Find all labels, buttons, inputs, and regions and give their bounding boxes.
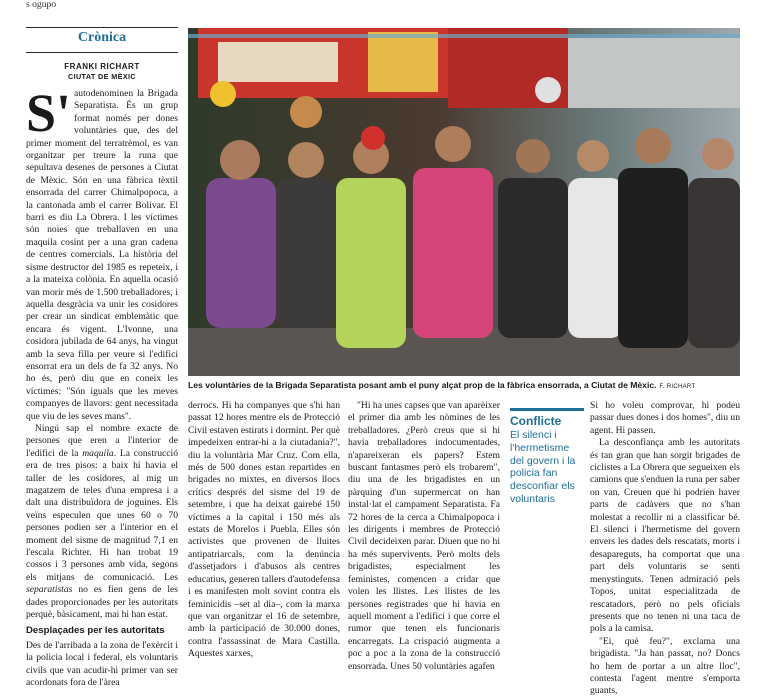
col2-paragraph: derrocs. Hi ha companyes que s'hi han passat 12 hores mentre els de Protecció Civil estaven estirats i dormint. Per què impedeixen entrar-hi a la ciutadania?", diu la voluntària Mar Cruz. Com ella, més de 500 dones estan repartides en brigades no mixtes, en diversos llocs crítics després del sisme del 19 de setembre, i que ha deixat gairebé 150 víctimes a la capital i 150 més als estats de Morelos i Puebla. Elles són activistes que provenen de lluites antipatriarcals, com la denúncia d'assetjadors i d'abusos als centres educatius, generen tallers d'autodefensa i es manifesten molt sovint contra els feminicidis –set al dia–, com la marxa que van organitzar el 16 de setembre, amb la participació de 30.000 dones, contra l'assassinat de Mara Castilla. Aquestes xarxes, xyxy=(188,400,340,660)
lead-paragraph xyxy=(26,83,178,423)
p2-text-a: Ningú sap el nombre exacte de persones que eren a l'interior de l'edifici de la xyxy=(26,422,178,459)
section-kicker: Crònica xyxy=(77,30,127,45)
column-2 xyxy=(188,400,340,660)
col3-paragraph: "Hi ha unes capses que van aparèixer el primer dia amb les nòmines de les treballadores. ¿Però creus que si hi havia treballadores indocumentades, n'apareixeran els papers? Estem buscant fantasmes però els trobarem", diu una de les brigadistes en un pàrquing d'un supermercat on han instal·lat el campament Separatista. Fa 72 hores de la cerca a Chimalpopoca i les dirigents i membres de Protecció Civil decideixen parar. Diuen que no hi ha més supervivents. Però molts dels brigadistes, especialment les feministes, comencen a cridar que volen les llistes. Les llistes de les persones registrades que hi havia en aquell moment a l'edifici i que corre el rumor que tenen els funcionaris encarregats. La crispació augmenta a poc a poc a la zona de la construcció ensorrada. Unes 50 voluntàries agafen xyxy=(348,400,500,672)
lead-text: autodenominen la Brigada Separatista. És un grup format només per dones voluntàries que, des del primer moment del terratrèmol, es van organitzar per treure la runa que sepultava desenes de persones a Ciutat de Mèxic. Són en una fàbrica tèxtil ensorrada del carrer Chimalpopoca, a la cantonada amb el carrer Bolívar. El barri es diu La Obrera. I les víctimes són noies que treballaven en una maquila cosint per a una gran cadena de centres comercials. La història del sisme destructor del 1985 es repeteix, i a la mateixa colònia. En aquella ocasió van morir més de 1.500 treballadores, i aquella desgràcia va unir les cosidores per crear un sindicat emblemàtic que encara és vigent. L'Ivonne, una cosidora jubilada de 64 anys, ha vingut amb la seva filla per veure si l'edifici ensorrat era un dels de fa 32 anys. No ho és, però diu que en coneix les víctimes: "Són iguals que les meves companyes de llavors: gent necessitada que viu de les seves mans". xyxy=(26,88,178,422)
dateline-location: CIUTAT DE MÈXIC xyxy=(67,72,137,81)
author-name: FRANKI RICHART xyxy=(64,62,140,71)
header-rule-bottom xyxy=(26,52,178,53)
col4-paragraph-1: Si ho voleu comprovar, hi podeu passar dues dones i dos homes", diu un agent. Hi passen. xyxy=(590,400,740,436)
p2-text-c: no es fien gens de les dades proporcionades per les autoritats perquè, bàsicament, mai hi han estat. xyxy=(26,584,178,621)
column-1 xyxy=(26,83,178,689)
article-photo xyxy=(188,28,740,376)
p2-italic-a: maquila xyxy=(82,447,114,459)
header-rule-top xyxy=(26,27,178,28)
photo-credit: F. RICHART xyxy=(659,384,696,390)
col4-paragraph-2: La desconfiança amb les autoritats és tan gran que han sorgit brigades de ciclistes a La Obrera que segueixen els camions que s'enduen la runa per saber on van. Creuen que hi podrien haver parts de cadàvers que no s'han molestat a recollir ni a classificar bé. El silenci i l'hermetisme del govern envers les dades dels rescatats, morts i desapareguts, ha comportat que una part dels voluntaris se senti menystinguts. Tenen admiració pels Topos, unitat especialitzada de rescatadors, però no pels oficials presents que no tenen ni una taca de pols a la camisa. xyxy=(590,437,740,635)
paragraph-2 xyxy=(26,423,178,622)
column-4 xyxy=(590,400,740,697)
column-3 xyxy=(348,400,500,672)
p2-italic-b: separatistas xyxy=(26,584,73,596)
protest-photo-icon xyxy=(188,28,740,376)
previous-article-fragment: s ogupo xyxy=(26,0,57,10)
byline xyxy=(26,62,178,82)
col4-paragraph-3: "Ei, què feu?", exclama una brigadista. "Ja han passat, no? Doncs ho hem de portar a un altre lloc", contesta l'agent mentre s'emporta guants, xyxy=(590,635,740,697)
sidebar-deck: El silenci i l'hermetisme del govern i la policia fan desconfiar els voluntaris xyxy=(510,429,576,505)
sidebar-title: Conflicte xyxy=(510,408,584,428)
p2-text-b: . La construcció era de tres pisos: a baix hi havia el taller de les cosidores, al mig un magatzem de teles d'una empresa i a dalt una distribuïdora de joguines. Els veïns especulen que unes 60 o 70 persones podien ser a l'interior en el moment del sisme de magnitud 7,1 en l'escala Richter. Hi han trobat 19 cossos i 3 persones amb vida, segons els mitjans de comunicació. Les xyxy=(26,447,178,583)
sidebar-box xyxy=(510,408,584,506)
subheading: Desplaçades per les autoritats xyxy=(26,625,165,637)
photo-caption xyxy=(188,380,740,393)
caption-text: Les voluntàries de la Brigada Separatista posant amb el puny alçat prop de la fàbrica ensorrada, a Ciutat de Mèxic. xyxy=(188,380,657,390)
paragraph-3: Des de l'arribada a la zona de l'exèrcit i la policia local i federal, els voluntaris civils que van acudir-hi primer van ser acordonats fora de l'àrea xyxy=(26,639,178,689)
drop-cap: S' xyxy=(26,83,72,143)
